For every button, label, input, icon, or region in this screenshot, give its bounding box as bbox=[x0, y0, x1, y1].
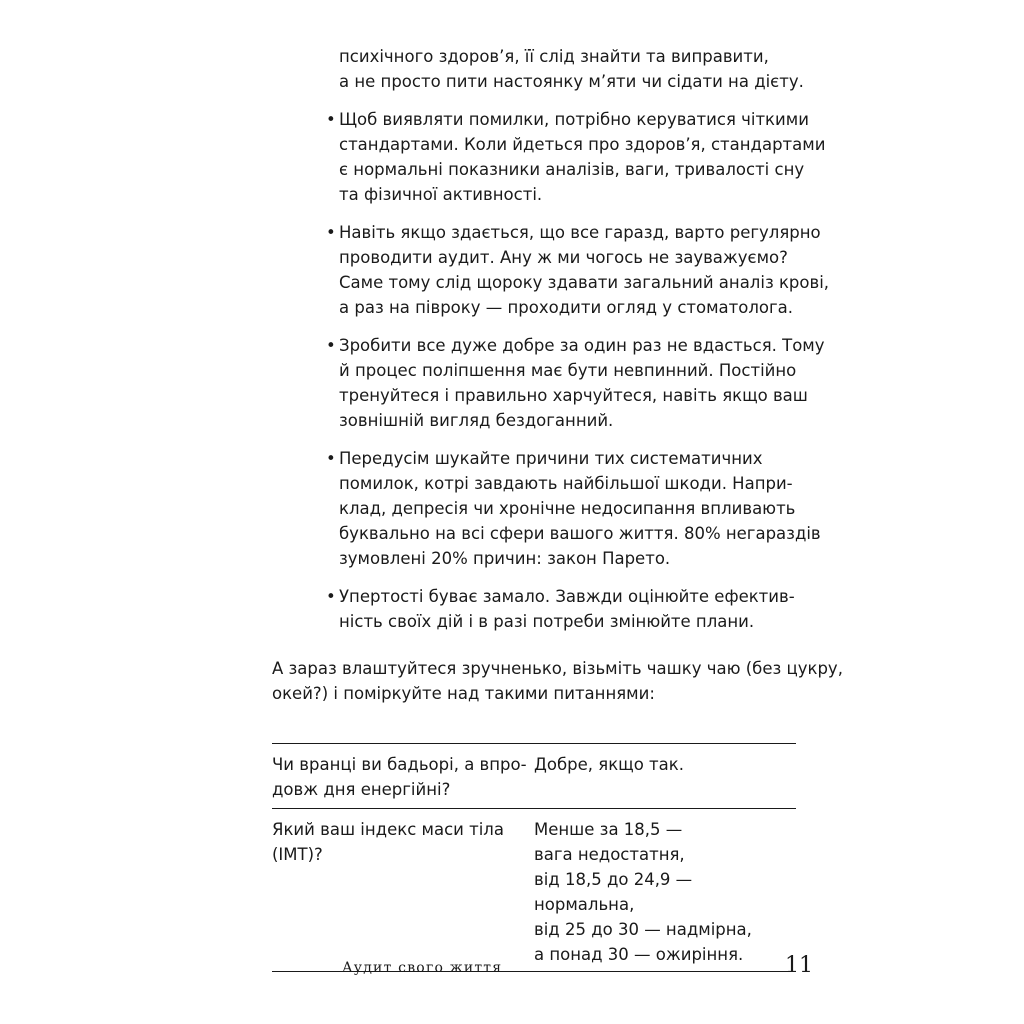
bullet-item bbox=[325, 584, 825, 634]
continued-paragraph bbox=[339, 44, 819, 94]
text-line: й процес поліпшення має бути невпинний. Постійно bbox=[339, 361, 797, 380]
text-line: тренуйтеся і правильно харчуйтеся, навіть якщо ваш bbox=[339, 386, 808, 405]
text-line: Менше за 18,5 — bbox=[534, 820, 683, 839]
question-cell bbox=[272, 809, 534, 972]
bullet-dot: • bbox=[326, 110, 336, 129]
text-line: довж дня енергійні? bbox=[272, 780, 451, 799]
bullet-item bbox=[325, 446, 825, 571]
bullet-dot: • bbox=[326, 587, 336, 606]
text-line: Саме тому слід щороку здавати загальний аналіз крові, bbox=[339, 273, 830, 292]
bullet-item bbox=[325, 333, 825, 433]
question-cell bbox=[272, 744, 534, 809]
text-line: буквально на всі сфери вашого життя. 80% негараздів bbox=[339, 524, 821, 543]
intro-paragraph bbox=[272, 656, 843, 706]
text-line: та фізичної активності. bbox=[339, 185, 543, 204]
text-line: окей?) і поміркуйте над такими питаннями: bbox=[272, 684, 655, 703]
bullet-dot: • bbox=[326, 223, 336, 242]
text-line: (ІМТ)? bbox=[272, 845, 323, 864]
text-line: ність своїх дій і в разі потреби змінюйте плани. bbox=[339, 612, 755, 631]
table-row bbox=[272, 744, 796, 809]
answer-cell bbox=[534, 744, 796, 809]
text-line: А зараз влаштуйтеся зручненько, візьміть чашку чаю (без цукру, bbox=[272, 659, 843, 678]
text-line: проводити аудит. Ану ж ми чогось не зауважуємо? bbox=[339, 248, 788, 267]
question-table bbox=[272, 743, 796, 972]
text-line: зумовлені 20% причин: закон Парето. bbox=[339, 549, 671, 568]
table-row bbox=[272, 809, 796, 972]
running-footer-title: Аудит свого життя bbox=[342, 960, 503, 976]
text-line: помилок, котрі завдають найбільшої шкоди. Напри- bbox=[339, 474, 793, 493]
text-line: а раз на півроку — проходити огляд у стоматолога. bbox=[339, 298, 794, 317]
bullet-dot: • bbox=[326, 449, 336, 468]
text-line: Зробити все дуже добре за один раз не вдасться. Тому bbox=[339, 336, 825, 355]
text-line: зовнішній вигляд бездоганний. bbox=[339, 411, 614, 430]
text-line: а понад 30 — ожиріння. bbox=[534, 945, 744, 964]
answer-cell bbox=[534, 809, 796, 972]
text-line: Передусім шукайте причини тих систематичних bbox=[339, 449, 763, 468]
page-number: 11 bbox=[785, 953, 813, 978]
text-line: є нормальні показники аналізів, ваги, тривалості сну bbox=[339, 160, 805, 179]
text-line: Навіть якщо здається, що все гаразд, варто регулярно bbox=[339, 223, 821, 242]
text-line: клад, депресія чи хронічне недосипання впливають bbox=[339, 499, 796, 518]
text-line: Який ваш індекс маси тіла bbox=[272, 820, 504, 839]
bullet-item bbox=[325, 220, 830, 320]
text-line: від 25 до 30 — надмірна, bbox=[534, 920, 752, 939]
bullet-dot: • bbox=[326, 336, 336, 355]
bullet-list bbox=[325, 107, 830, 647]
text-line: Добре, якщо так. bbox=[534, 755, 684, 774]
text-line: Щоб виявляти помилки, потрібно керуватися чіткими bbox=[339, 110, 809, 129]
text-line: стандартами. Коли йдеться про здоров’я, стандартами bbox=[339, 135, 826, 154]
text-line: психічного здоров’я, її слід знайти та виправити, bbox=[339, 47, 769, 66]
text-line: Упертості буває замало. Завжди оцінюйте ефектив- bbox=[339, 587, 795, 606]
text-line: а не просто пити настоянку м’яти чи сідати на дієту. bbox=[339, 72, 804, 91]
text-line: Чи вранці ви бадьорі, а впро- bbox=[272, 755, 527, 774]
bullet-item bbox=[325, 107, 825, 207]
text-line: вага недостатня, bbox=[534, 845, 685, 864]
text-line: від 18,5 до 24,9 — нормальна, bbox=[534, 870, 693, 914]
